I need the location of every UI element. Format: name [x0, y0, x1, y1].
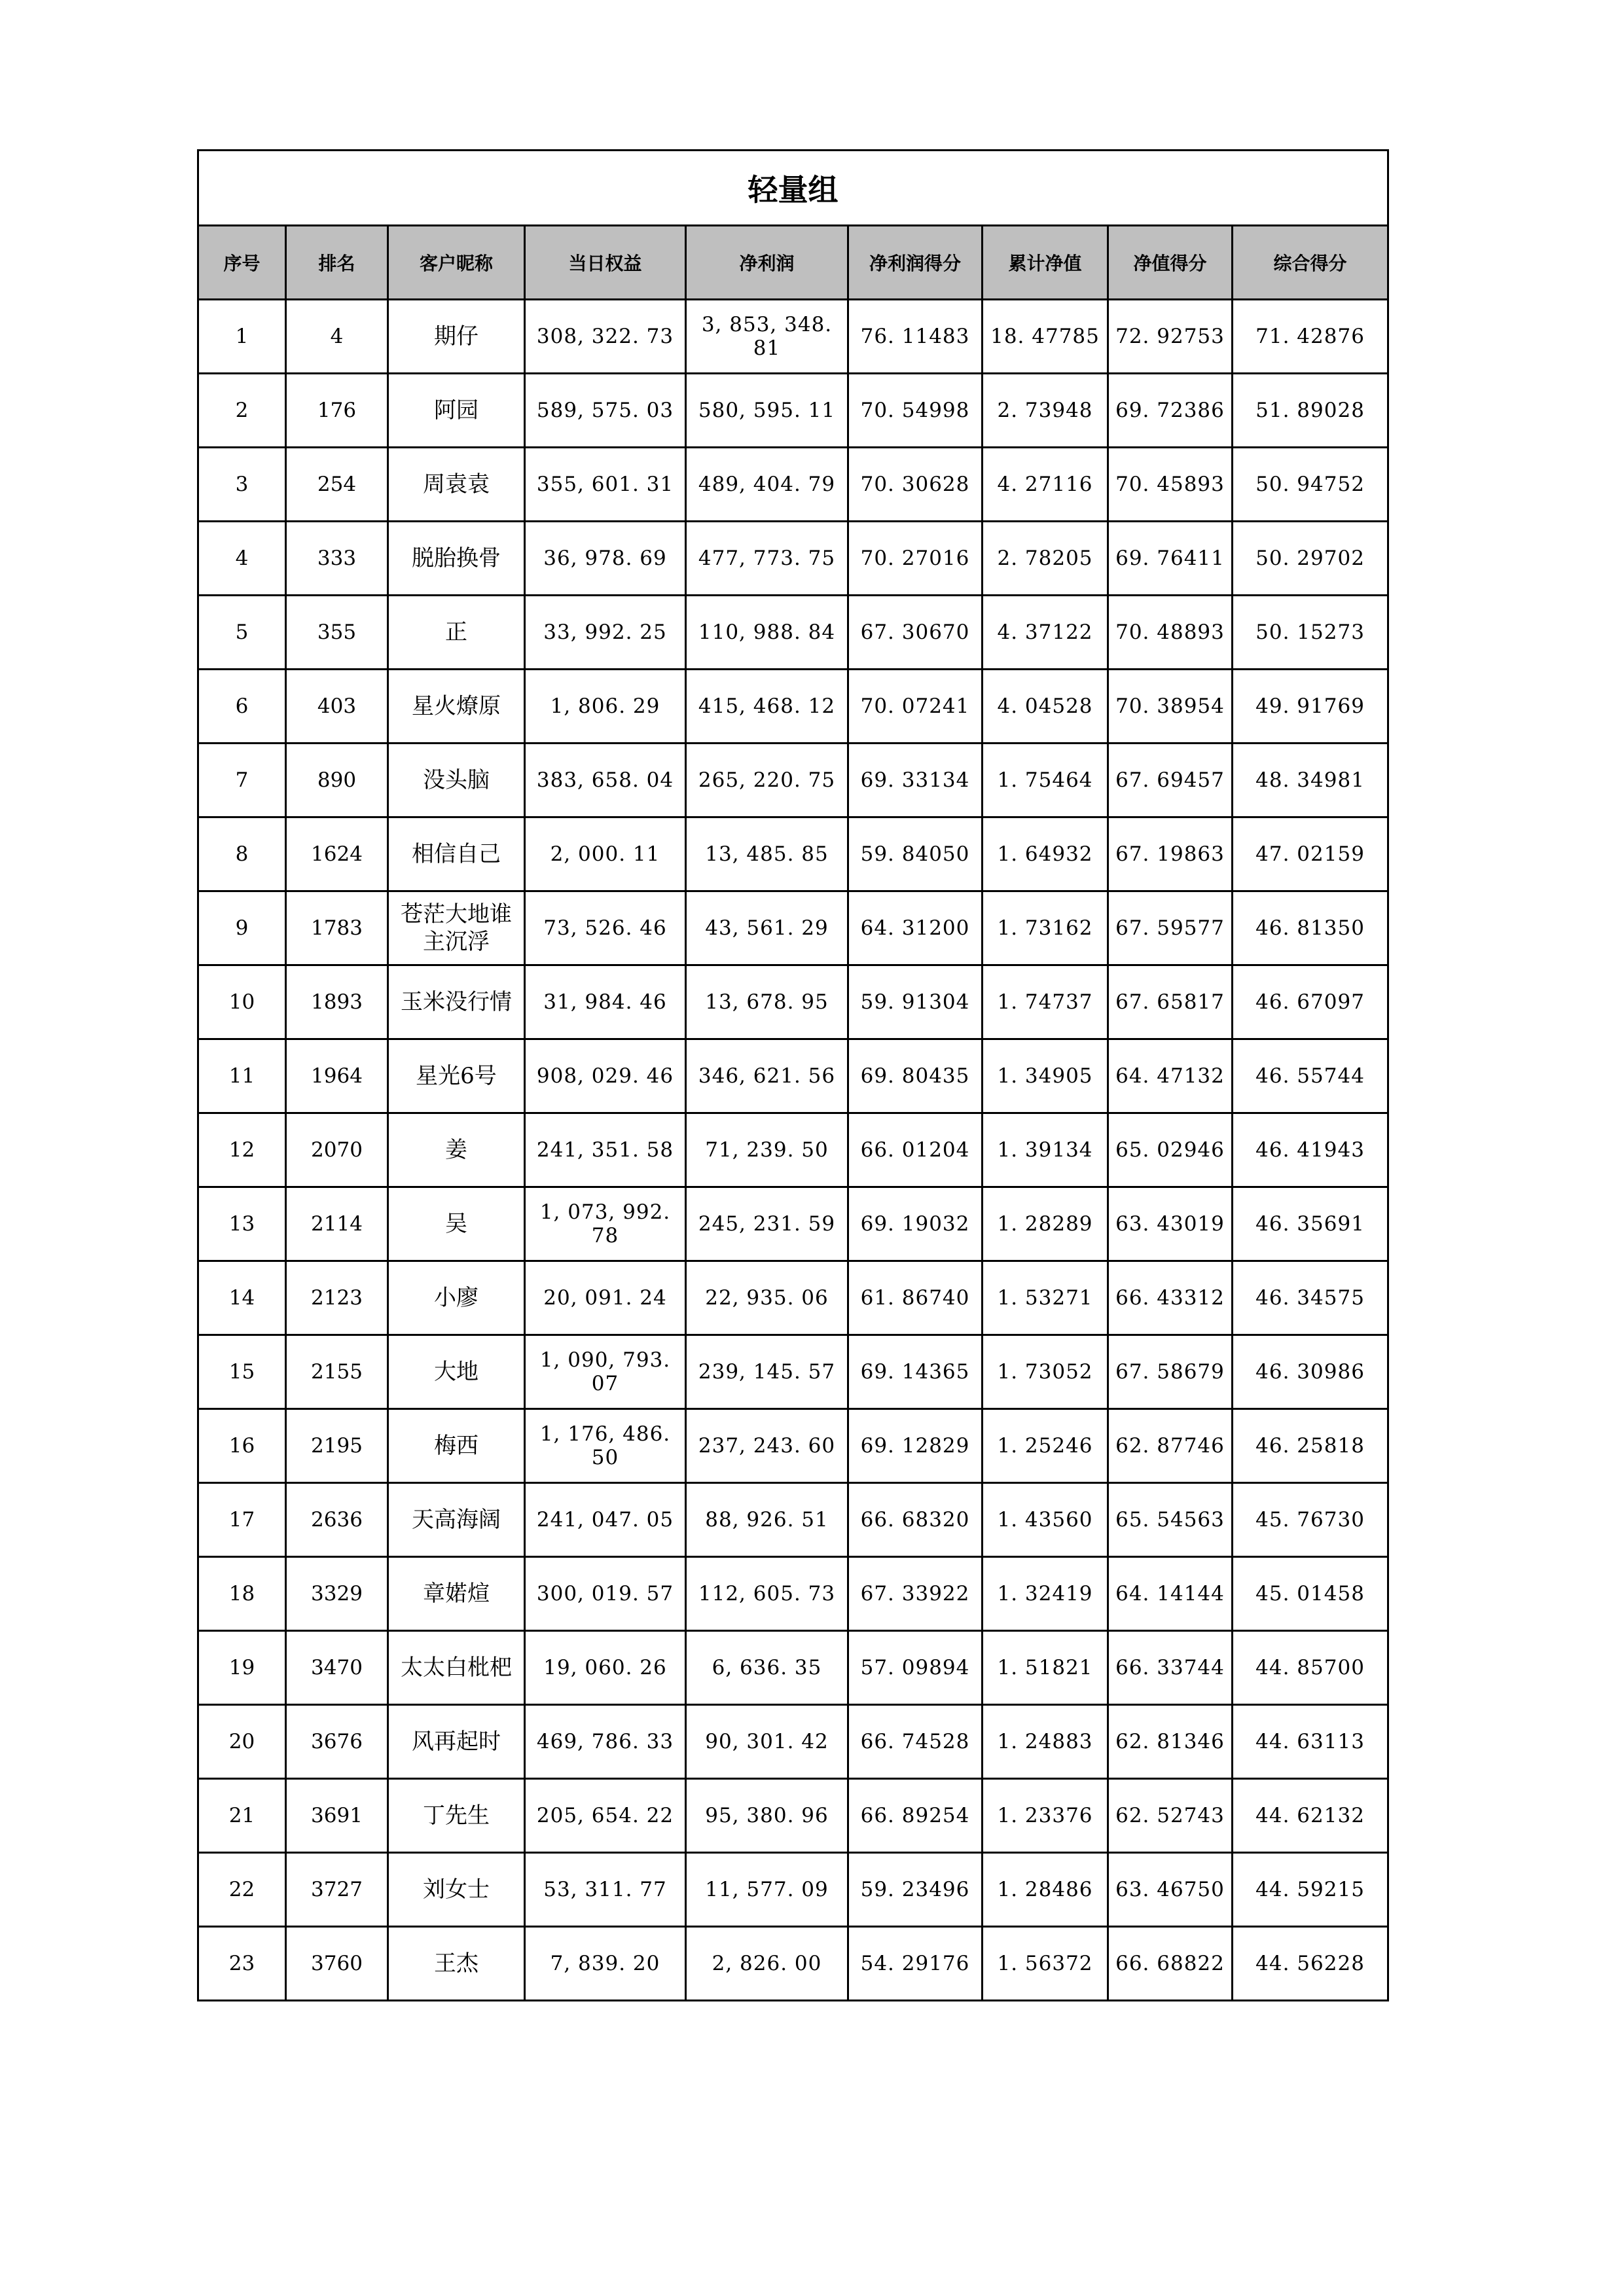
col-profit-score-cell: 59. 23496	[848, 1853, 983, 1927]
col-value-score-cell: 67. 19863	[1108, 817, 1233, 891]
col-net-profit-cell: 2, 826. 00	[686, 1927, 848, 2001]
col-profit-score-cell: 66. 74528	[848, 1705, 983, 1779]
col-equity-cell: 355, 601. 31	[525, 448, 686, 522]
col-value-score-cell: 62. 87746	[1108, 1409, 1233, 1483]
col-rank-cell: 3329	[286, 1557, 388, 1631]
table-row	[198, 300, 1388, 374]
col-rank-cell: 890	[286, 744, 388, 817]
col-profit-score-cell: 66. 89254	[848, 1779, 983, 1853]
col-total-score-cell: 49. 91769	[1233, 670, 1388, 744]
col-net-profit-cell: 346, 621. 56	[686, 1039, 848, 1113]
col-equity-cell: 908, 029. 46	[525, 1039, 686, 1113]
col-equity-cell: 7, 839. 20	[525, 1927, 686, 2001]
col-net-value-cell: 1. 23376	[983, 1779, 1108, 1853]
col-total-score-cell: 46. 25818	[1233, 1409, 1388, 1483]
col-value-score-cell: 62. 52743	[1108, 1779, 1233, 1853]
col-profit-score-cell: 69. 14365	[848, 1335, 983, 1409]
column-header-total-score: 综合得分	[1233, 226, 1388, 300]
table-row	[198, 374, 1388, 448]
col-total-score-cell: 46. 81350	[1233, 891, 1388, 965]
col-index-cell: 11	[198, 1039, 286, 1113]
col-index-cell: 4	[198, 522, 286, 596]
col-net-value-cell: 1. 34905	[983, 1039, 1108, 1113]
col-nickname-cell: 小廖	[388, 1261, 525, 1335]
col-index-cell: 22	[198, 1853, 286, 1927]
col-net-profit-cell: 237, 243. 60	[686, 1409, 848, 1483]
column-header-nickname: 客户昵称	[388, 226, 525, 300]
col-nickname-cell: 星光6号	[388, 1039, 525, 1113]
col-profit-score-cell: 67. 33922	[848, 1557, 983, 1631]
col-value-score-cell: 64. 47132	[1108, 1039, 1233, 1113]
col-profit-score-cell: 59. 91304	[848, 965, 983, 1039]
table-row	[198, 1261, 1388, 1335]
col-index-cell: 21	[198, 1779, 286, 1853]
col-net-profit-cell: 43, 561. 29	[686, 891, 848, 965]
col-total-score-cell: 47. 02159	[1233, 817, 1388, 891]
col-total-score-cell: 50. 29702	[1233, 522, 1388, 596]
column-header-net-profit: 净利润	[686, 226, 848, 300]
table-row	[198, 1187, 1388, 1261]
col-net-value-cell: 1. 25246	[983, 1409, 1108, 1483]
col-profit-score-cell: 69. 12829	[848, 1409, 983, 1483]
table-row	[198, 1779, 1388, 1853]
col-value-score-cell: 70. 38954	[1108, 670, 1233, 744]
col-equity-cell: 19, 060. 26	[525, 1631, 686, 1705]
col-rank-cell: 2123	[286, 1261, 388, 1335]
col-nickname-cell: 姜	[388, 1113, 525, 1187]
col-rank-cell: 1624	[286, 817, 388, 891]
col-profit-score-cell: 70. 30628	[848, 448, 983, 522]
col-nickname-cell: 太太白枇杷	[388, 1631, 525, 1705]
col-value-score-cell: 69. 72386	[1108, 374, 1233, 448]
col-value-score-cell: 65. 02946	[1108, 1113, 1233, 1187]
col-profit-score-cell: 59. 84050	[848, 817, 983, 891]
col-equity-cell: 1, 073, 992. 78	[525, 1187, 686, 1261]
col-net-profit-cell: 415, 468. 12	[686, 670, 848, 744]
col-nickname-cell: 阿园	[388, 374, 525, 448]
table-row	[198, 1483, 1388, 1557]
col-profit-score-cell: 66. 01204	[848, 1113, 983, 1187]
col-equity-cell: 469, 786. 33	[525, 1705, 686, 1779]
col-total-score-cell: 44. 56228	[1233, 1927, 1388, 2001]
col-net-value-cell: 1. 28289	[983, 1187, 1108, 1261]
col-total-score-cell: 48. 34981	[1233, 744, 1388, 817]
col-rank-cell: 3676	[286, 1705, 388, 1779]
col-rank-cell: 1893	[286, 965, 388, 1039]
col-rank-cell: 355	[286, 596, 388, 670]
col-total-score-cell: 51. 89028	[1233, 374, 1388, 448]
col-profit-score-cell: 57. 09894	[848, 1631, 983, 1705]
table-row	[198, 1631, 1388, 1705]
table-row	[198, 891, 1388, 965]
ranking-sheet	[197, 149, 1387, 2001]
col-total-score-cell: 45. 01458	[1233, 1557, 1388, 1631]
col-net-profit-cell: 11, 577. 09	[686, 1853, 848, 1927]
col-equity-cell: 31, 984. 46	[525, 965, 686, 1039]
column-header-row	[198, 226, 1388, 300]
col-nickname-cell: 星火燎原	[388, 670, 525, 744]
col-total-score-cell: 71. 42876	[1233, 300, 1388, 374]
ranking-table	[197, 149, 1389, 2001]
col-profit-score-cell: 76. 11483	[848, 300, 983, 374]
col-equity-cell: 2, 000. 11	[525, 817, 686, 891]
col-net-profit-cell: 110, 988. 84	[686, 596, 848, 670]
col-total-score-cell: 46. 67097	[1233, 965, 1388, 1039]
col-equity-cell: 36, 978. 69	[525, 522, 686, 596]
table-row	[198, 522, 1388, 596]
col-net-value-cell: 18. 47785	[983, 300, 1108, 374]
col-index-cell: 1	[198, 300, 286, 374]
col-net-value-cell: 1. 64932	[983, 817, 1108, 891]
col-net-value-cell: 4. 04528	[983, 670, 1108, 744]
col-rank-cell: 2195	[286, 1409, 388, 1483]
col-value-score-cell: 67. 58679	[1108, 1335, 1233, 1409]
col-value-score-cell: 64. 14144	[1108, 1557, 1233, 1631]
col-nickname-cell: 王杰	[388, 1927, 525, 2001]
col-net-profit-cell: 88, 926. 51	[686, 1483, 848, 1557]
table-body	[198, 300, 1388, 2001]
col-index-cell: 20	[198, 1705, 286, 1779]
column-header-index: 序号	[198, 226, 286, 300]
col-index-cell: 5	[198, 596, 286, 670]
col-profit-score-cell: 70. 54998	[848, 374, 983, 448]
col-profit-score-cell: 66. 68320	[848, 1483, 983, 1557]
col-index-cell: 13	[198, 1187, 286, 1261]
col-total-score-cell: 44. 62132	[1233, 1779, 1388, 1853]
col-nickname-cell: 天高海阔	[388, 1483, 525, 1557]
col-nickname-cell: 相信自己	[388, 817, 525, 891]
col-net-profit-cell: 3, 853, 348. 81	[686, 300, 848, 374]
col-nickname-cell: 丁先生	[388, 1779, 525, 1853]
col-net-value-cell: 1. 43560	[983, 1483, 1108, 1557]
col-index-cell: 10	[198, 965, 286, 1039]
table-row	[198, 744, 1388, 817]
col-net-profit-cell: 13, 678. 95	[686, 965, 848, 1039]
col-net-profit-cell: 71, 239. 50	[686, 1113, 848, 1187]
table-row	[198, 1409, 1388, 1483]
table-row	[198, 1705, 1388, 1779]
table-row	[198, 1927, 1388, 2001]
col-equity-cell: 53, 311. 77	[525, 1853, 686, 1927]
col-net-value-cell: 1. 56372	[983, 1927, 1108, 2001]
col-total-score-cell: 46. 35691	[1233, 1187, 1388, 1261]
table-row	[198, 817, 1388, 891]
col-net-profit-cell: 95, 380. 96	[686, 1779, 848, 1853]
table-row	[198, 965, 1388, 1039]
col-net-value-cell: 4. 27116	[983, 448, 1108, 522]
col-net-profit-cell: 245, 231. 59	[686, 1187, 848, 1261]
col-index-cell: 15	[198, 1335, 286, 1409]
col-equity-cell: 205, 654. 22	[525, 1779, 686, 1853]
col-index-cell: 3	[198, 448, 286, 522]
col-index-cell: 16	[198, 1409, 286, 1483]
col-index-cell: 2	[198, 374, 286, 448]
col-net-profit-cell: 489, 404. 79	[686, 448, 848, 522]
col-value-score-cell: 66. 68822	[1108, 1927, 1233, 2001]
col-total-score-cell: 46. 55744	[1233, 1039, 1388, 1113]
col-equity-cell: 1, 806. 29	[525, 670, 686, 744]
col-rank-cell: 2070	[286, 1113, 388, 1187]
col-value-score-cell: 67. 59577	[1108, 891, 1233, 965]
col-nickname-cell: 脱胎换骨	[388, 522, 525, 596]
column-header-net-value: 累计净值	[983, 226, 1108, 300]
col-total-score-cell: 46. 41943	[1233, 1113, 1388, 1187]
col-net-profit-cell: 239, 145. 57	[686, 1335, 848, 1409]
col-equity-cell: 73, 526. 46	[525, 891, 686, 965]
col-rank-cell: 3727	[286, 1853, 388, 1927]
col-net-profit-cell: 580, 595. 11	[686, 374, 848, 448]
col-index-cell: 19	[198, 1631, 286, 1705]
col-value-score-cell: 69. 76411	[1108, 522, 1233, 596]
col-nickname-cell: 没头脑	[388, 744, 525, 817]
col-index-cell: 18	[198, 1557, 286, 1631]
col-net-profit-cell: 90, 301. 42	[686, 1705, 848, 1779]
col-rank-cell: 176	[286, 374, 388, 448]
col-rank-cell: 2155	[286, 1335, 388, 1409]
col-nickname-cell: 章婼煊	[388, 1557, 525, 1631]
col-net-profit-cell: 22, 935. 06	[686, 1261, 848, 1335]
col-net-value-cell: 1. 51821	[983, 1631, 1108, 1705]
column-header-equity: 当日权益	[525, 226, 686, 300]
col-profit-score-cell: 70. 07241	[848, 670, 983, 744]
col-rank-cell: 4	[286, 300, 388, 374]
col-nickname-cell: 风再起时	[388, 1705, 525, 1779]
col-net-profit-cell: 477, 773. 75	[686, 522, 848, 596]
col-profit-score-cell: 69. 19032	[848, 1187, 983, 1261]
col-nickname-cell: 正	[388, 596, 525, 670]
col-profit-score-cell: 54. 29176	[848, 1927, 983, 2001]
col-equity-cell: 383, 658. 04	[525, 744, 686, 817]
col-equity-cell: 1, 176, 486. 50	[525, 1409, 686, 1483]
col-total-score-cell: 50. 15273	[1233, 596, 1388, 670]
col-profit-score-cell: 67. 30670	[848, 596, 983, 670]
col-total-score-cell: 44. 59215	[1233, 1853, 1388, 1927]
col-net-value-cell: 1. 73162	[983, 891, 1108, 965]
col-value-score-cell: 66. 43312	[1108, 1261, 1233, 1335]
table-title: 轻量组	[198, 151, 1388, 226]
col-net-value-cell: 2. 78205	[983, 522, 1108, 596]
col-value-score-cell: 67. 69457	[1108, 744, 1233, 817]
col-value-score-cell: 66. 33744	[1108, 1631, 1233, 1705]
col-nickname-cell: 吴	[388, 1187, 525, 1261]
col-equity-cell: 300, 019. 57	[525, 1557, 686, 1631]
col-net-profit-cell: 112, 605. 73	[686, 1557, 848, 1631]
col-net-profit-cell: 13, 485. 85	[686, 817, 848, 891]
col-nickname-cell: 刘女士	[388, 1853, 525, 1927]
col-net-value-cell: 1. 73052	[983, 1335, 1108, 1409]
col-value-score-cell: 67. 65817	[1108, 965, 1233, 1039]
col-rank-cell: 2114	[286, 1187, 388, 1261]
col-net-profit-cell: 6, 636. 35	[686, 1631, 848, 1705]
col-value-score-cell: 62. 81346	[1108, 1705, 1233, 1779]
col-profit-score-cell: 64. 31200	[848, 891, 983, 965]
col-total-score-cell: 46. 30986	[1233, 1335, 1388, 1409]
col-net-value-cell: 1. 39134	[983, 1113, 1108, 1187]
col-equity-cell: 33, 992. 25	[525, 596, 686, 670]
col-rank-cell: 3760	[286, 1927, 388, 2001]
col-net-value-cell: 1. 75464	[983, 744, 1108, 817]
col-index-cell: 17	[198, 1483, 286, 1557]
col-equity-cell: 241, 351. 58	[525, 1113, 686, 1187]
col-value-score-cell: 70. 48893	[1108, 596, 1233, 670]
col-index-cell: 6	[198, 670, 286, 744]
col-net-value-cell: 1. 24883	[983, 1705, 1108, 1779]
col-index-cell: 7	[198, 744, 286, 817]
table-row	[198, 596, 1388, 670]
col-equity-cell: 241, 047. 05	[525, 1483, 686, 1557]
table-row	[198, 1113, 1388, 1187]
table-row	[198, 670, 1388, 744]
col-index-cell: 12	[198, 1113, 286, 1187]
col-value-score-cell: 70. 45893	[1108, 448, 1233, 522]
col-rank-cell: 1964	[286, 1039, 388, 1113]
col-rank-cell: 403	[286, 670, 388, 744]
col-total-score-cell: 44. 63113	[1233, 1705, 1388, 1779]
col-index-cell: 8	[198, 817, 286, 891]
col-rank-cell: 2636	[286, 1483, 388, 1557]
col-profit-score-cell: 69. 33134	[848, 744, 983, 817]
col-rank-cell: 3691	[286, 1779, 388, 1853]
col-rank-cell: 1783	[286, 891, 388, 965]
table-row	[198, 1557, 1388, 1631]
col-index-cell: 14	[198, 1261, 286, 1335]
column-header-profit-score: 净利润得分	[848, 226, 983, 300]
col-equity-cell: 308, 322. 73	[525, 300, 686, 374]
col-equity-cell: 20, 091. 24	[525, 1261, 686, 1335]
table-row	[198, 448, 1388, 522]
col-net-value-cell: 1. 28486	[983, 1853, 1108, 1927]
column-header-value-score: 净值得分	[1108, 226, 1233, 300]
col-equity-cell: 589, 575. 03	[525, 374, 686, 448]
col-total-score-cell: 44. 85700	[1233, 1631, 1388, 1705]
col-index-cell: 23	[198, 1927, 286, 2001]
col-profit-score-cell: 61. 86740	[848, 1261, 983, 1335]
col-value-score-cell: 72. 92753	[1108, 300, 1233, 374]
col-rank-cell: 254	[286, 448, 388, 522]
col-profit-score-cell: 69. 80435	[848, 1039, 983, 1113]
col-profit-score-cell: 70. 27016	[848, 522, 983, 596]
col-nickname-cell: 梅西	[388, 1409, 525, 1483]
col-equity-cell: 1, 090, 793. 07	[525, 1335, 686, 1409]
col-value-score-cell: 65. 54563	[1108, 1483, 1233, 1557]
col-nickname-cell: 苍茫大地谁 主沉浮	[388, 891, 525, 965]
table-row	[198, 1853, 1388, 1927]
col-net-value-cell: 1. 53271	[983, 1261, 1108, 1335]
table-row	[198, 1039, 1388, 1113]
col-net-value-cell: 1. 74737	[983, 965, 1108, 1039]
column-header-rank: 排名	[286, 226, 388, 300]
col-total-score-cell: 50. 94752	[1233, 448, 1388, 522]
col-net-value-cell: 4. 37122	[983, 596, 1108, 670]
col-net-value-cell: 2. 73948	[983, 374, 1108, 448]
col-nickname-cell: 期仔	[388, 300, 525, 374]
col-total-score-cell: 45. 76730	[1233, 1483, 1388, 1557]
col-net-value-cell: 1. 32419	[983, 1557, 1108, 1631]
col-rank-cell: 333	[286, 522, 388, 596]
table-row	[198, 1335, 1388, 1409]
col-nickname-cell: 玉米没行情	[388, 965, 525, 1039]
col-nickname-cell: 周袁袁	[388, 448, 525, 522]
col-net-profit-cell: 265, 220. 75	[686, 744, 848, 817]
col-rank-cell: 3470	[286, 1631, 388, 1705]
col-value-score-cell: 63. 43019	[1108, 1187, 1233, 1261]
col-total-score-cell: 46. 34575	[1233, 1261, 1388, 1335]
col-value-score-cell: 63. 46750	[1108, 1853, 1233, 1927]
col-nickname-cell: 大地	[388, 1335, 525, 1409]
col-index-cell: 9	[198, 891, 286, 965]
